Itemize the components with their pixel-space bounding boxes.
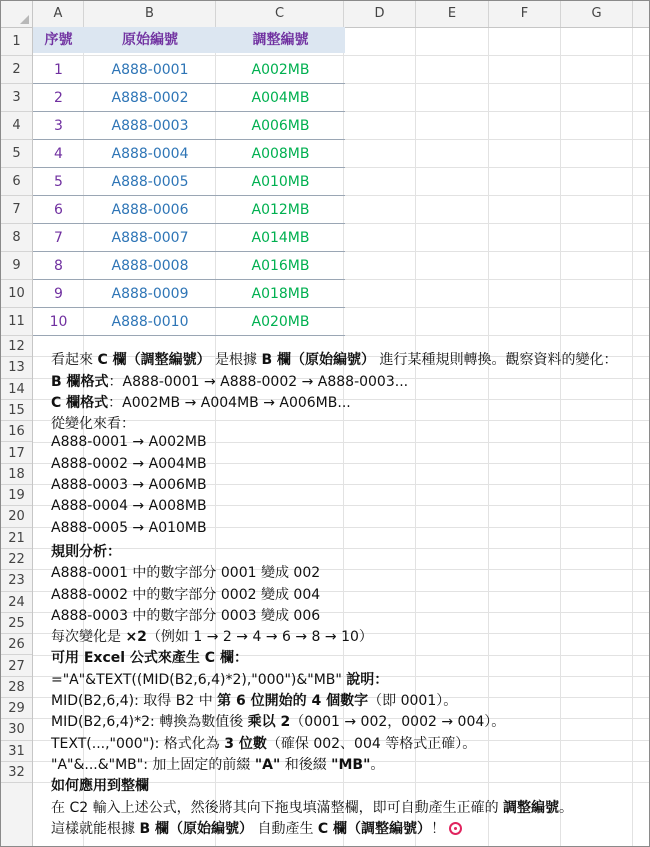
row-header[interactable]: 9	[1, 252, 32, 280]
note-row-13[interactable]	[51, 371, 408, 391]
table-cell[interactable]: A006MB	[251, 118, 310, 134]
column-header[interactable]: E	[416, 1, 489, 27]
note-row-20[interactable]	[51, 541, 121, 561]
note-text: 每次變化是	[51, 629, 126, 645]
row-header[interactable]: 30	[1, 719, 32, 740]
note-text: A888-0005 → A010MB	[51, 520, 207, 536]
row-header[interactable]: 25	[1, 613, 32, 634]
row-header[interactable]: 27	[1, 656, 32, 677]
note-bold: "A"	[254, 757, 281, 773]
note-bold: 3 位數	[224, 736, 267, 752]
table-cell[interactable]: A018MB	[251, 286, 310, 302]
row-header[interactable]: 11	[1, 308, 32, 336]
table-cell[interactable]: A888-0006	[111, 202, 189, 218]
note-row-31[interactable]	[51, 775, 149, 795]
note-row-32[interactable]	[51, 797, 573, 817]
note-text: （確保 002、004 等格式正確）。	[266, 736, 477, 752]
row-header[interactable]: 22	[1, 549, 32, 570]
table-cell[interactable]: A888-0004	[111, 146, 189, 162]
table-cell[interactable]: 6	[54, 202, 63, 218]
table-cell[interactable]: 5	[54, 174, 63, 190]
table-cell[interactable]: 2	[54, 90, 63, 106]
row-header[interactable]: 15	[1, 400, 32, 421]
note-row-16[interactable]	[51, 456, 207, 472]
note-text: TEXT(...,"000"): 格式化為	[51, 736, 225, 752]
table-cell[interactable]: A016MB	[251, 258, 310, 274]
note-row-27[interactable]	[51, 690, 457, 710]
note-text: 是根據	[210, 352, 262, 368]
gridline	[33, 548, 649, 549]
table-cell[interactable]: A888-0005	[111, 174, 189, 190]
note-text: （例如 1 → 2 → 4 → 6 → 8 → 10）	[146, 629, 373, 645]
row-header[interactable]: 2	[1, 56, 32, 84]
note-text: A888-0004 → A008MB	[51, 498, 207, 514]
note-row-25[interactable]	[51, 647, 248, 667]
row-header[interactable]: 6	[1, 168, 32, 196]
table-cell[interactable]: 4	[54, 146, 63, 162]
column-header[interactable]: A	[33, 1, 84, 27]
table-header-cell[interactable]: 序號	[44, 32, 73, 48]
note-text: 在 C2 輸入上述公式，然後將其向下拖曳填滿整欄，即可自動產生正確的	[51, 800, 504, 816]
row-header[interactable]: 1	[1, 28, 32, 56]
table-cell[interactable]: A888-0001	[111, 62, 189, 78]
note-row-14a[interactable]	[51, 392, 351, 412]
corner-triangle-icon	[20, 15, 29, 24]
row-header[interactable]: 8	[1, 224, 32, 252]
note-row-23[interactable]	[51, 605, 320, 625]
column-header[interactable]: B	[84, 1, 216, 27]
note-row-17[interactable]	[51, 477, 207, 493]
note-text: A888-0001 中的數字部分 0001 變成 002	[51, 565, 321, 581]
row-header[interactable]: 17	[1, 443, 32, 464]
row-header[interactable]: 26	[1, 634, 32, 655]
table-header-cell[interactable]: 調整編號	[252, 32, 309, 48]
note-bold: 第 6 位開始的 4 個數字	[217, 693, 369, 709]
note-text: 。	[559, 800, 574, 816]
row-header[interactable]: 16	[1, 421, 32, 442]
note-bold: 規則分析：	[51, 544, 121, 560]
note-bold: 如何應用到整欄	[51, 778, 149, 794]
note-text: ！	[431, 821, 446, 837]
table-cell[interactable]: A888-0003	[111, 118, 189, 134]
note-row-12[interactable]	[51, 349, 618, 369]
table-cell[interactable]: 1	[54, 62, 63, 78]
note-text: 這樣就能根據	[51, 821, 140, 837]
row-header[interactable]: 31	[1, 741, 32, 762]
table-cell[interactable]: A002MB	[251, 62, 310, 78]
table-cell[interactable]: 3	[54, 118, 63, 134]
table-cell[interactable]: 8	[54, 258, 63, 274]
note-row-28[interactable]	[51, 711, 505, 731]
note-text: A888-0001 → A002MB	[51, 434, 207, 450]
column-header[interactable]: C	[216, 1, 344, 27]
note-text: 看起來	[51, 352, 98, 368]
row-header[interactable]: 18	[1, 464, 32, 485]
note-text: MID(B2,6,4): 取得 B2 中	[51, 693, 218, 709]
note-row-30[interactable]	[51, 754, 384, 774]
note-bold: ×2	[125, 629, 147, 645]
table-cell[interactable]: A014MB	[251, 230, 310, 246]
row-header[interactable]: 5	[1, 140, 32, 168]
table-cell[interactable]: A012MB	[251, 202, 310, 218]
table-cell[interactable]: A888-0009	[111, 286, 189, 302]
note-row-26[interactable]	[51, 669, 388, 689]
note-row-33[interactable]	[51, 818, 462, 838]
table-cell[interactable]: A020MB	[251, 314, 310, 330]
row-header[interactable]: 20	[1, 506, 32, 527]
note-bold: C 欄（調整編號）	[97, 352, 211, 368]
note-bold: 可用 Excel 公式來產生 C 欄：	[51, 650, 248, 666]
column-header[interactable]: F	[489, 1, 561, 27]
note-text: ：A888-0001 → A888-0002 → A888-0003...	[108, 374, 409, 390]
note-text: 從變化來看：	[51, 416, 135, 432]
note-text: 進行某種規則轉換。觀察資料的變化：	[375, 352, 618, 368]
note-row-14b[interactable]	[51, 413, 135, 433]
note-row-19[interactable]	[51, 520, 207, 536]
note-bold: C 欄格式	[51, 395, 109, 411]
note-bold: 說明：	[346, 672, 389, 688]
note-text: ="A"&TEXT((MID(B2,6,4)*2),"000")&"MB"	[51, 672, 347, 688]
table-cell[interactable]: A888-0010	[111, 314, 189, 330]
note-row-21[interactable]	[51, 562, 320, 582]
row-header[interactable]: 3	[1, 84, 32, 112]
note-bold: 乘以 2	[247, 714, 291, 730]
table-cell[interactable]: 9	[54, 286, 63, 302]
table-cell[interactable]: A888-0008	[111, 258, 189, 274]
note-row-15[interactable]	[51, 434, 207, 450]
note-text: A888-0003 → A006MB	[51, 477, 207, 493]
table-header-cell[interactable]: 原始編號	[122, 32, 178, 48]
gridline	[632, 28, 633, 846]
row-header[interactable]: 32	[1, 762, 32, 783]
column-header[interactable]: D	[344, 1, 416, 27]
note-bold: B 欄（原始編號）	[139, 821, 253, 837]
select-all-corner[interactable]	[1, 1, 33, 27]
note-bold: B 欄格式	[51, 374, 109, 390]
note-row-22[interactable]	[51, 584, 320, 604]
row-header[interactable]: 28	[1, 677, 32, 698]
note-bold: "MB"	[331, 757, 371, 773]
table-cell[interactable]: A004MB	[251, 90, 310, 106]
note-text: A888-0002 → A004MB	[51, 456, 207, 472]
row-header[interactable]: 23	[1, 570, 32, 591]
note-bold: B 欄（原始編號）	[261, 352, 376, 368]
column-header[interactable]: G	[561, 1, 633, 27]
table-cell[interactable]: A008MB	[251, 146, 310, 162]
table-cell[interactable]: A888-0007	[111, 230, 189, 246]
note-text: "A"&...&"MB": 加上固定的前綴	[51, 757, 255, 773]
note-text: （0001 → 002，0002 → 004）。	[290, 714, 506, 730]
note-text: （即 0001）。	[368, 693, 458, 709]
table-row-border	[33, 335, 345, 336]
table-cell[interactable]: 7	[54, 230, 63, 246]
note-text: 自動產生	[253, 821, 318, 837]
note-bold: C 欄（調整編號）	[317, 821, 432, 837]
note-text: A888-0003 中的數字部分 0003 變成 006	[51, 608, 321, 624]
table-cell[interactable]: A010MB	[251, 174, 310, 190]
gridline	[560, 28, 561, 846]
row-header[interactable]: 21	[1, 528, 32, 549]
note-text: 和後綴	[280, 757, 332, 773]
row-header[interactable]: 7	[1, 196, 32, 224]
table-cell[interactable]: 10	[49, 314, 68, 330]
note-text: ：A002MB → A004MB → A006MB...	[108, 395, 351, 411]
row-header[interactable]: 4	[1, 112, 32, 140]
row-header[interactable]: 14	[1, 379, 32, 400]
row-header[interactable]: 10	[1, 280, 32, 308]
note-text: MID(B2,6,4)*2: 轉換為數值後	[51, 714, 248, 730]
note-row-18[interactable]	[51, 498, 207, 514]
note-row-24[interactable]	[51, 626, 373, 646]
note-row-29[interactable]	[51, 733, 476, 753]
row-header[interactable]: 24	[1, 592, 32, 613]
table-cell[interactable]: A888-0002	[111, 90, 189, 106]
row-header[interactable]: 13	[1, 357, 32, 378]
row-header[interactable]: 19	[1, 485, 32, 506]
note-text: 。	[370, 757, 385, 773]
row-header[interactable]: 12	[1, 336, 32, 357]
row-header[interactable]: 29	[1, 698, 32, 719]
note-text: A888-0002 中的數字部分 0002 變成 004	[51, 587, 321, 603]
note-bold: 調整編號	[503, 800, 560, 816]
target-icon	[449, 822, 462, 835]
